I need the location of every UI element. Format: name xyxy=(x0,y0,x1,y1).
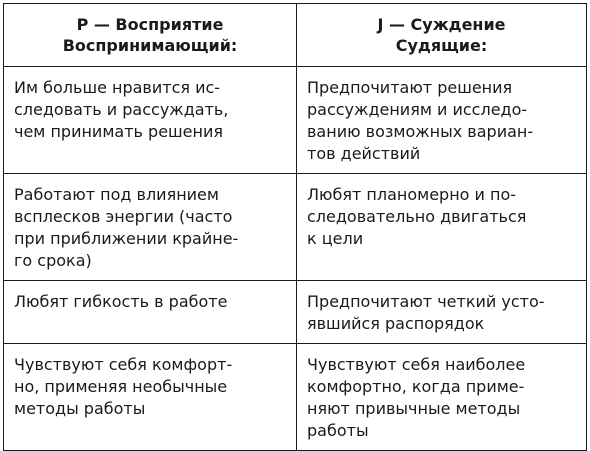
header-line: Воспринимающий: xyxy=(62,36,238,55)
cell-line: ванию возможных вариан- xyxy=(307,122,534,141)
table-cell-perception xyxy=(4,67,297,174)
cell-line: Любят гибкость в работе xyxy=(14,292,228,311)
cell-line: Любят планомерно и по- xyxy=(307,185,517,204)
table-cell-perception xyxy=(4,174,297,281)
cell-line: няют привычные методы xyxy=(307,399,521,418)
table-cell-judgment xyxy=(297,281,587,344)
cell-line: всплесков энергии (часто xyxy=(14,207,233,226)
table-header-row xyxy=(4,4,587,67)
header-perception xyxy=(4,4,297,67)
cell-line: Предпочитают решения xyxy=(307,78,513,97)
cell-line: методы работы xyxy=(14,399,146,418)
cell-line: но, применяя необычные xyxy=(14,377,228,396)
header-line: Судящие: xyxy=(395,36,488,55)
cell-line: явшийся распорядок xyxy=(307,314,485,333)
cell-line: следовательно двигаться xyxy=(307,207,527,226)
table-row xyxy=(4,344,587,451)
cell-line: при приближении крайне- xyxy=(14,229,239,248)
cell-line: к цели xyxy=(307,229,364,248)
cell-line: тов действий xyxy=(307,144,421,163)
cell-line: Чувствуют себя наиболее xyxy=(307,355,526,374)
table-row xyxy=(4,67,587,174)
table-row xyxy=(4,281,587,344)
cell-line: Чувствуют себя комфорт- xyxy=(14,355,233,374)
cell-line: го срока) xyxy=(14,251,92,270)
cell-line: работы xyxy=(307,421,369,440)
cell-line: чем принимать решения xyxy=(14,122,224,141)
table-cell-judgment xyxy=(297,344,587,451)
cell-line: следовать и рассуждать, xyxy=(14,100,229,119)
cell-line: Предпочитают четкий усто- xyxy=(307,292,545,311)
cell-line: рассуждениям и исследо- xyxy=(307,100,528,119)
table-cell-perception xyxy=(4,281,297,344)
header-line: Р — Восприятие xyxy=(76,15,224,34)
comparison-table xyxy=(3,3,587,451)
cell-line: Работают под влиянием xyxy=(14,185,219,204)
table-cell-judgment xyxy=(297,67,587,174)
table-cell-judgment xyxy=(297,174,587,281)
header-line: J — Суждение xyxy=(377,15,506,34)
cell-line: комфортно, когда приме- xyxy=(307,377,525,396)
cell-line: Им больше нравится ис- xyxy=(14,78,221,97)
comparison-table-container xyxy=(3,3,586,451)
table-row xyxy=(4,174,587,281)
header-judgment xyxy=(297,4,587,67)
table-cell-perception xyxy=(4,344,297,451)
